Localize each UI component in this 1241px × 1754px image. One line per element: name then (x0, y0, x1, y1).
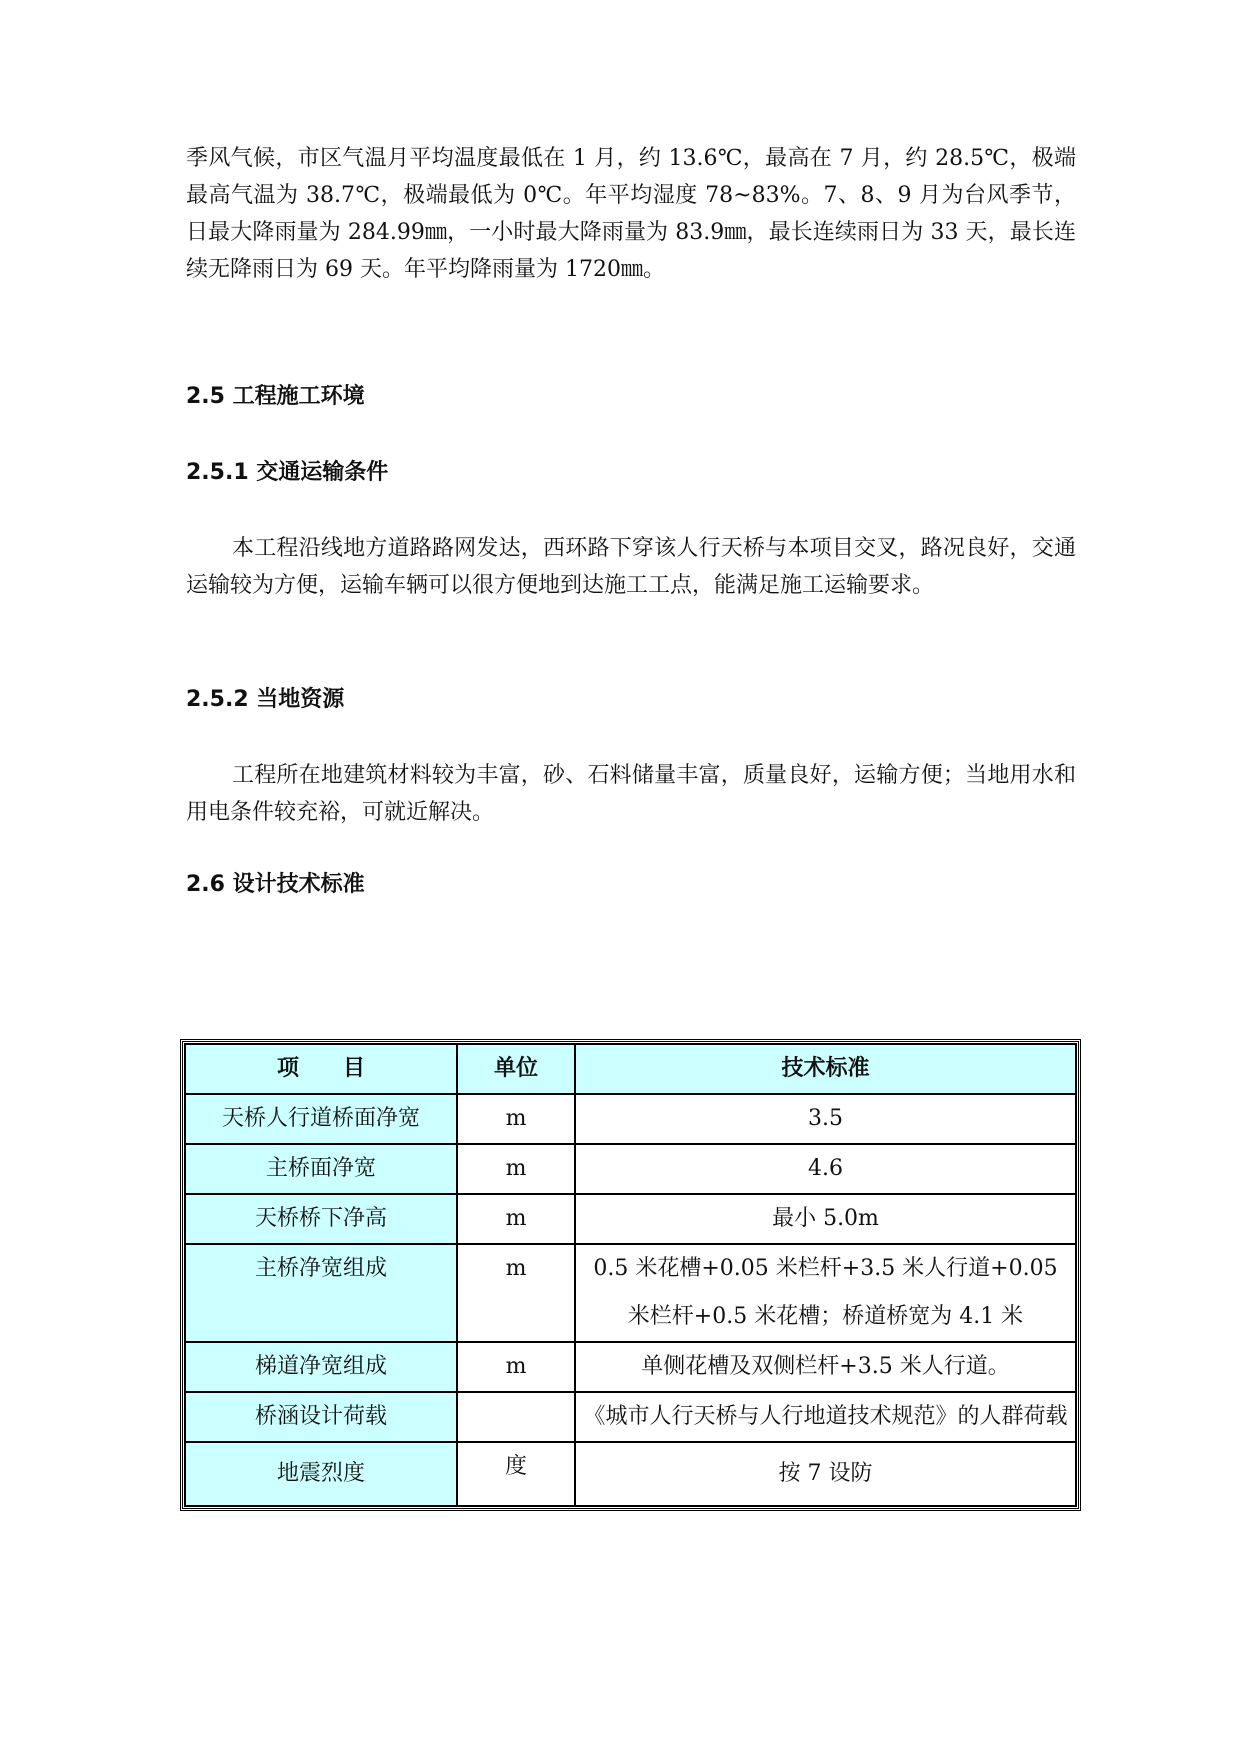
row-unit: m (457, 1342, 575, 1392)
section-2-6-heading: 2.6 设计技术标准 (186, 872, 365, 897)
table-row (185, 1144, 1076, 1194)
row-item: 主桥净宽组成 (185, 1244, 457, 1342)
section-2-5-2-heading: 2.5.2 当地资源 (186, 687, 345, 712)
table-row (185, 1244, 1076, 1342)
row-standard: 0.5 米花槽+0.05 米栏杆+3.5 米人行道+0.05 米栏杆+0.5 米花槽；桥道桥宽为 4.1 米 (575, 1244, 1076, 1342)
table-row (185, 1094, 1076, 1144)
resources-paragraph-block (186, 757, 1076, 831)
row-unit: m (457, 1194, 575, 1244)
table-row (185, 1392, 1076, 1442)
row-unit (457, 1392, 575, 1442)
climate-paragraph: 季风气候，市区气温月平均温度最低在 1 月，约 13.6℃，最高在 7 月，约 28.5℃，极端最高气温为 38.7℃，极端最低为 0℃。年平均湿度 78~83%。7、8、9 月为台风季节，日最大降雨量为 284.99㎜，一小时最大降雨量为 83.9㎜，最长连续雨日为 33 天，最长连续无降雨日为 69 天。年平均降雨量为 1720㎜。 (186, 146, 1076, 282)
row-item: 桥涵设计荷载 (185, 1392, 457, 1442)
climate-paragraph-block (186, 140, 1076, 288)
row-item: 天桥人行道桥面净宽 (185, 1094, 457, 1144)
design-standards-table (182, 1041, 1079, 1509)
row-standard: 3.5 (575, 1094, 1076, 1144)
row-unit: m (457, 1244, 575, 1342)
row-standard: 《城市人行天桥与人行地道技术规范》的人群荷载 (575, 1392, 1076, 1442)
row-standard: 按 7 设防 (575, 1442, 1076, 1506)
row-standard: 最小 5.0m (575, 1194, 1076, 1244)
row-item: 主桥面净宽 (185, 1144, 457, 1194)
section-2-5-heading: 2.5 工程施工环境 (186, 384, 365, 409)
transport-paragraph: 本工程沿线地方道路路网发达，西环路下穿该人行天桥与本项目交叉，路况良好，交通运输较为方便，运输车辆可以很方便地到达施工工点，能满足施工运输要求。 (186, 536, 1076, 598)
row-standard: 4.6 (575, 1144, 1076, 1194)
table-row (185, 1342, 1076, 1392)
section-2-5-1-heading: 2.5.1 交通运输条件 (186, 460, 389, 485)
row-item: 天桥桥下净高 (185, 1194, 457, 1244)
header-standard: 技术标准 (575, 1044, 1076, 1094)
row-unit: m (457, 1144, 575, 1194)
table-header-row (185, 1044, 1076, 1094)
header-item: 项 目 (185, 1044, 457, 1094)
resources-paragraph: 工程所在地建筑材料较为丰富，砂、石料储量丰富，质量良好，运输方便；当地用水和用电条件较充裕，可就近解决。 (186, 763, 1076, 825)
row-unit: 度 (457, 1442, 575, 1506)
table-row (185, 1194, 1076, 1244)
row-standard: 单侧花槽及双侧栏杆+3.5 米人行道。 (575, 1342, 1076, 1392)
table-row (185, 1442, 1076, 1506)
row-item: 地震烈度 (185, 1442, 457, 1506)
transport-paragraph-block (186, 530, 1076, 604)
row-unit: m (457, 1094, 575, 1144)
header-unit: 单位 (457, 1044, 575, 1094)
row-item: 梯道净宽组成 (185, 1342, 457, 1392)
